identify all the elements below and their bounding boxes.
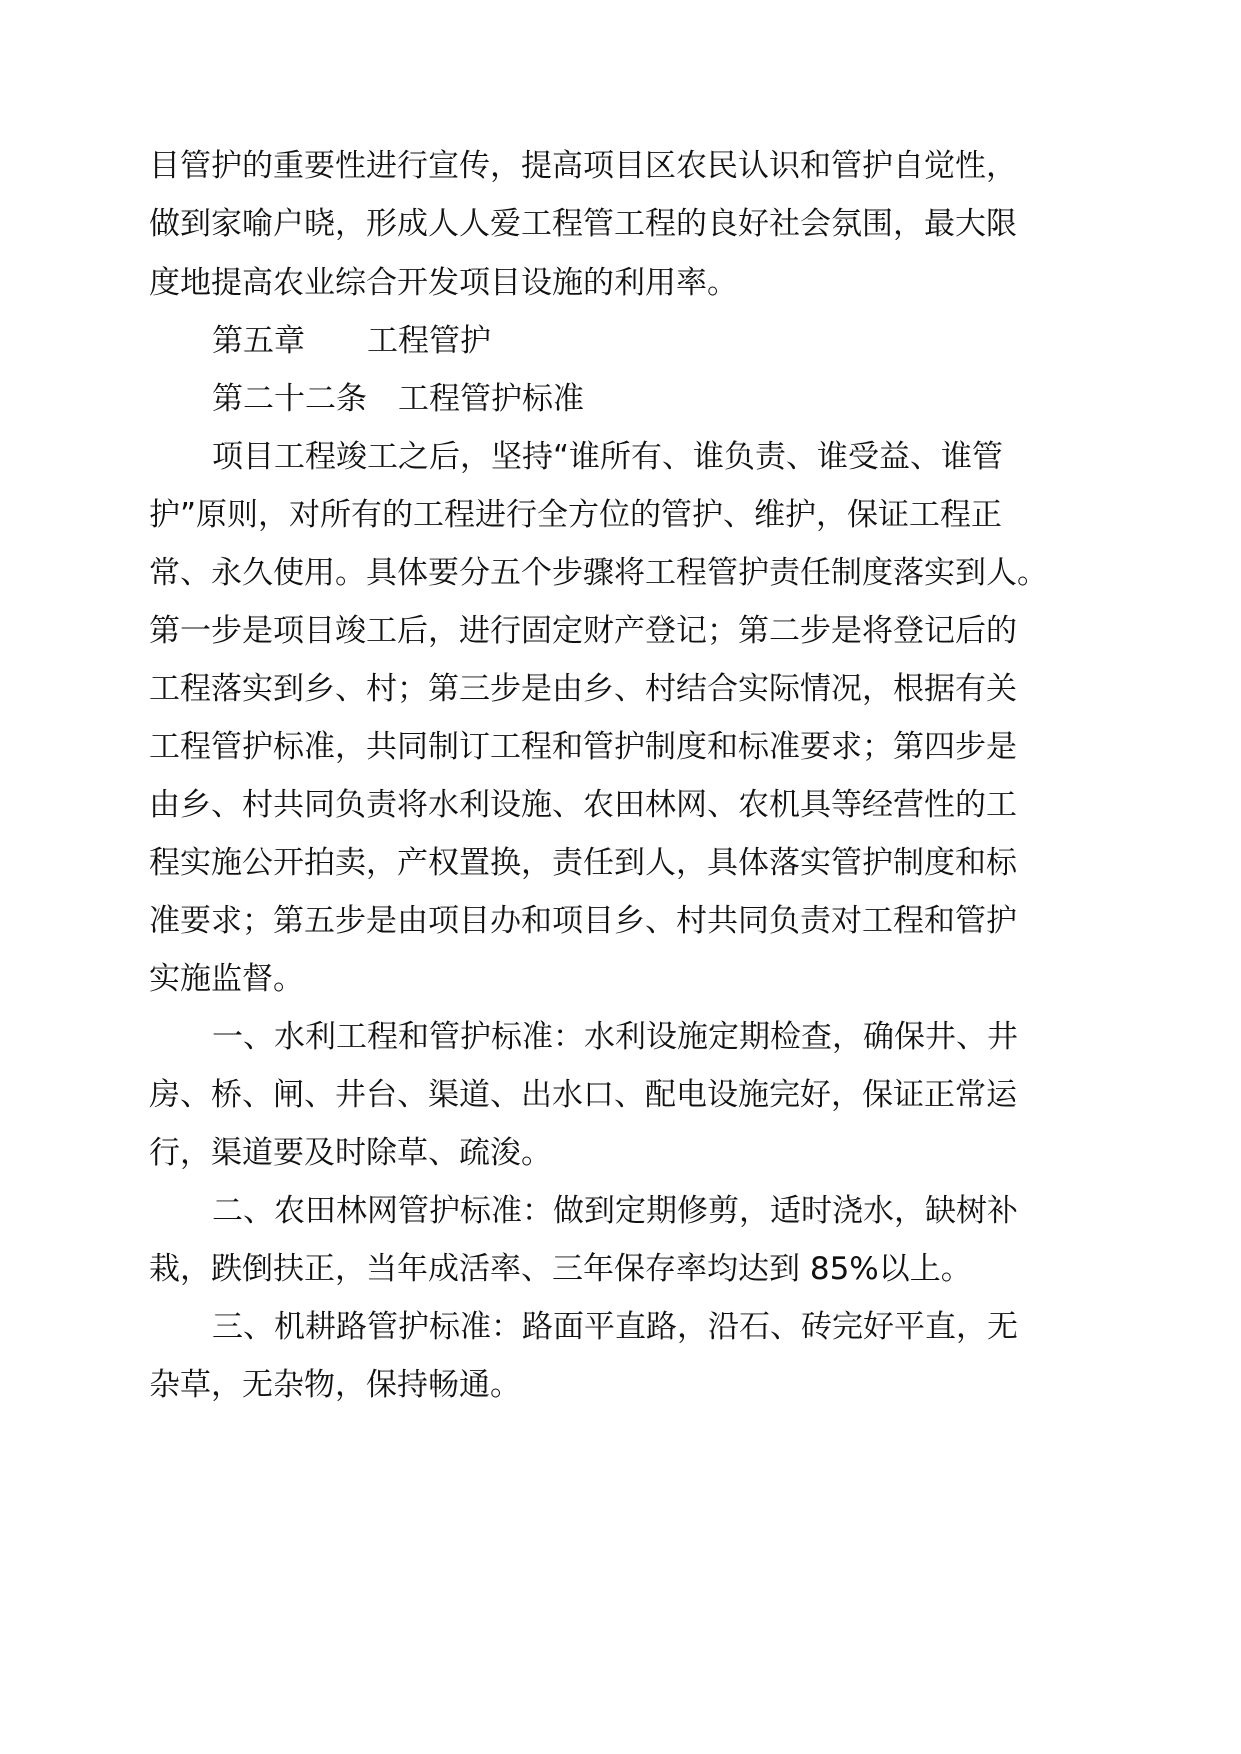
paragraph-line: 栽，跌倒扶正，当年成活率、三年保存率均达到 85%以上。 <box>149 1251 972 1287</box>
paragraph-line: 目管护的重要性进行宣传，提高项目区农民认识和管护自觉性， <box>149 148 1017 184</box>
paragraph-line: 项目工程竣工之后，坚持“谁所有、谁负责、谁受益、谁管 <box>212 439 1004 475</box>
paragraph-line: 一、水利工程和管护标准：水利设施定期检查，确保井、井 <box>212 1019 1018 1055</box>
paragraph-line: 护”原则，对所有的工程进行全方位的管护、维护，保证工程正 <box>149 497 1003 533</box>
paragraph-line: 工程落实到乡、村；第三步是由乡、村结合实际情况，根据有关 <box>149 671 1017 707</box>
paragraph-line: 实施监督。 <box>149 961 304 997</box>
paragraph-line: 第一步是项目竣工后，进行固定财产登记；第二步是将登记后的 <box>149 613 1017 649</box>
chapter-heading: 第五章 工程管护 <box>212 323 491 359</box>
paragraph-line: 三、机耕路管护标准：路面平直路，沿石、砖完好平直，无 <box>212 1309 1018 1345</box>
paragraph-line: 常、永久使用。具体要分五个步骤将工程管护责任制度落实到人。 <box>149 555 1048 591</box>
paragraph-line: 由乡、村共同负责将水利设施、农田林网、农机具等经营性的工 <box>149 787 1017 823</box>
paragraph-line: 做到家喻户晓，形成人人爱工程管工程的良好社会氛围，最大限 <box>149 206 1017 242</box>
paragraph-line: 度地提高农业综合开发项目设施的利用率。 <box>149 265 738 301</box>
paragraph-line: 工程管护标准，共同制订工程和管护制度和标准要求；第四步是 <box>149 729 1017 765</box>
paragraph-line: 杂草，无杂物，保持畅通。 <box>149 1367 521 1403</box>
paragraph-line: 准要求；第五步是由项目办和项目乡、村共同负责对工程和管护 <box>149 903 1017 939</box>
article-heading: 第二十二条 工程管护标准 <box>212 381 584 417</box>
paragraph-line: 程实施公开拍卖，产权置换，责任到人，具体落实管护制度和标 <box>149 845 1017 881</box>
paragraph-line: 二、农田林网管护标准：做到定期修剪，适时浇水，缺树补 <box>212 1193 1018 1229</box>
paragraph-line: 行，渠道要及时除草、疏浚。 <box>149 1135 552 1171</box>
paragraph-line: 房、桥、闸、井台、渠道、出水口、配电设施完好，保证正常运 <box>149 1077 1017 1113</box>
